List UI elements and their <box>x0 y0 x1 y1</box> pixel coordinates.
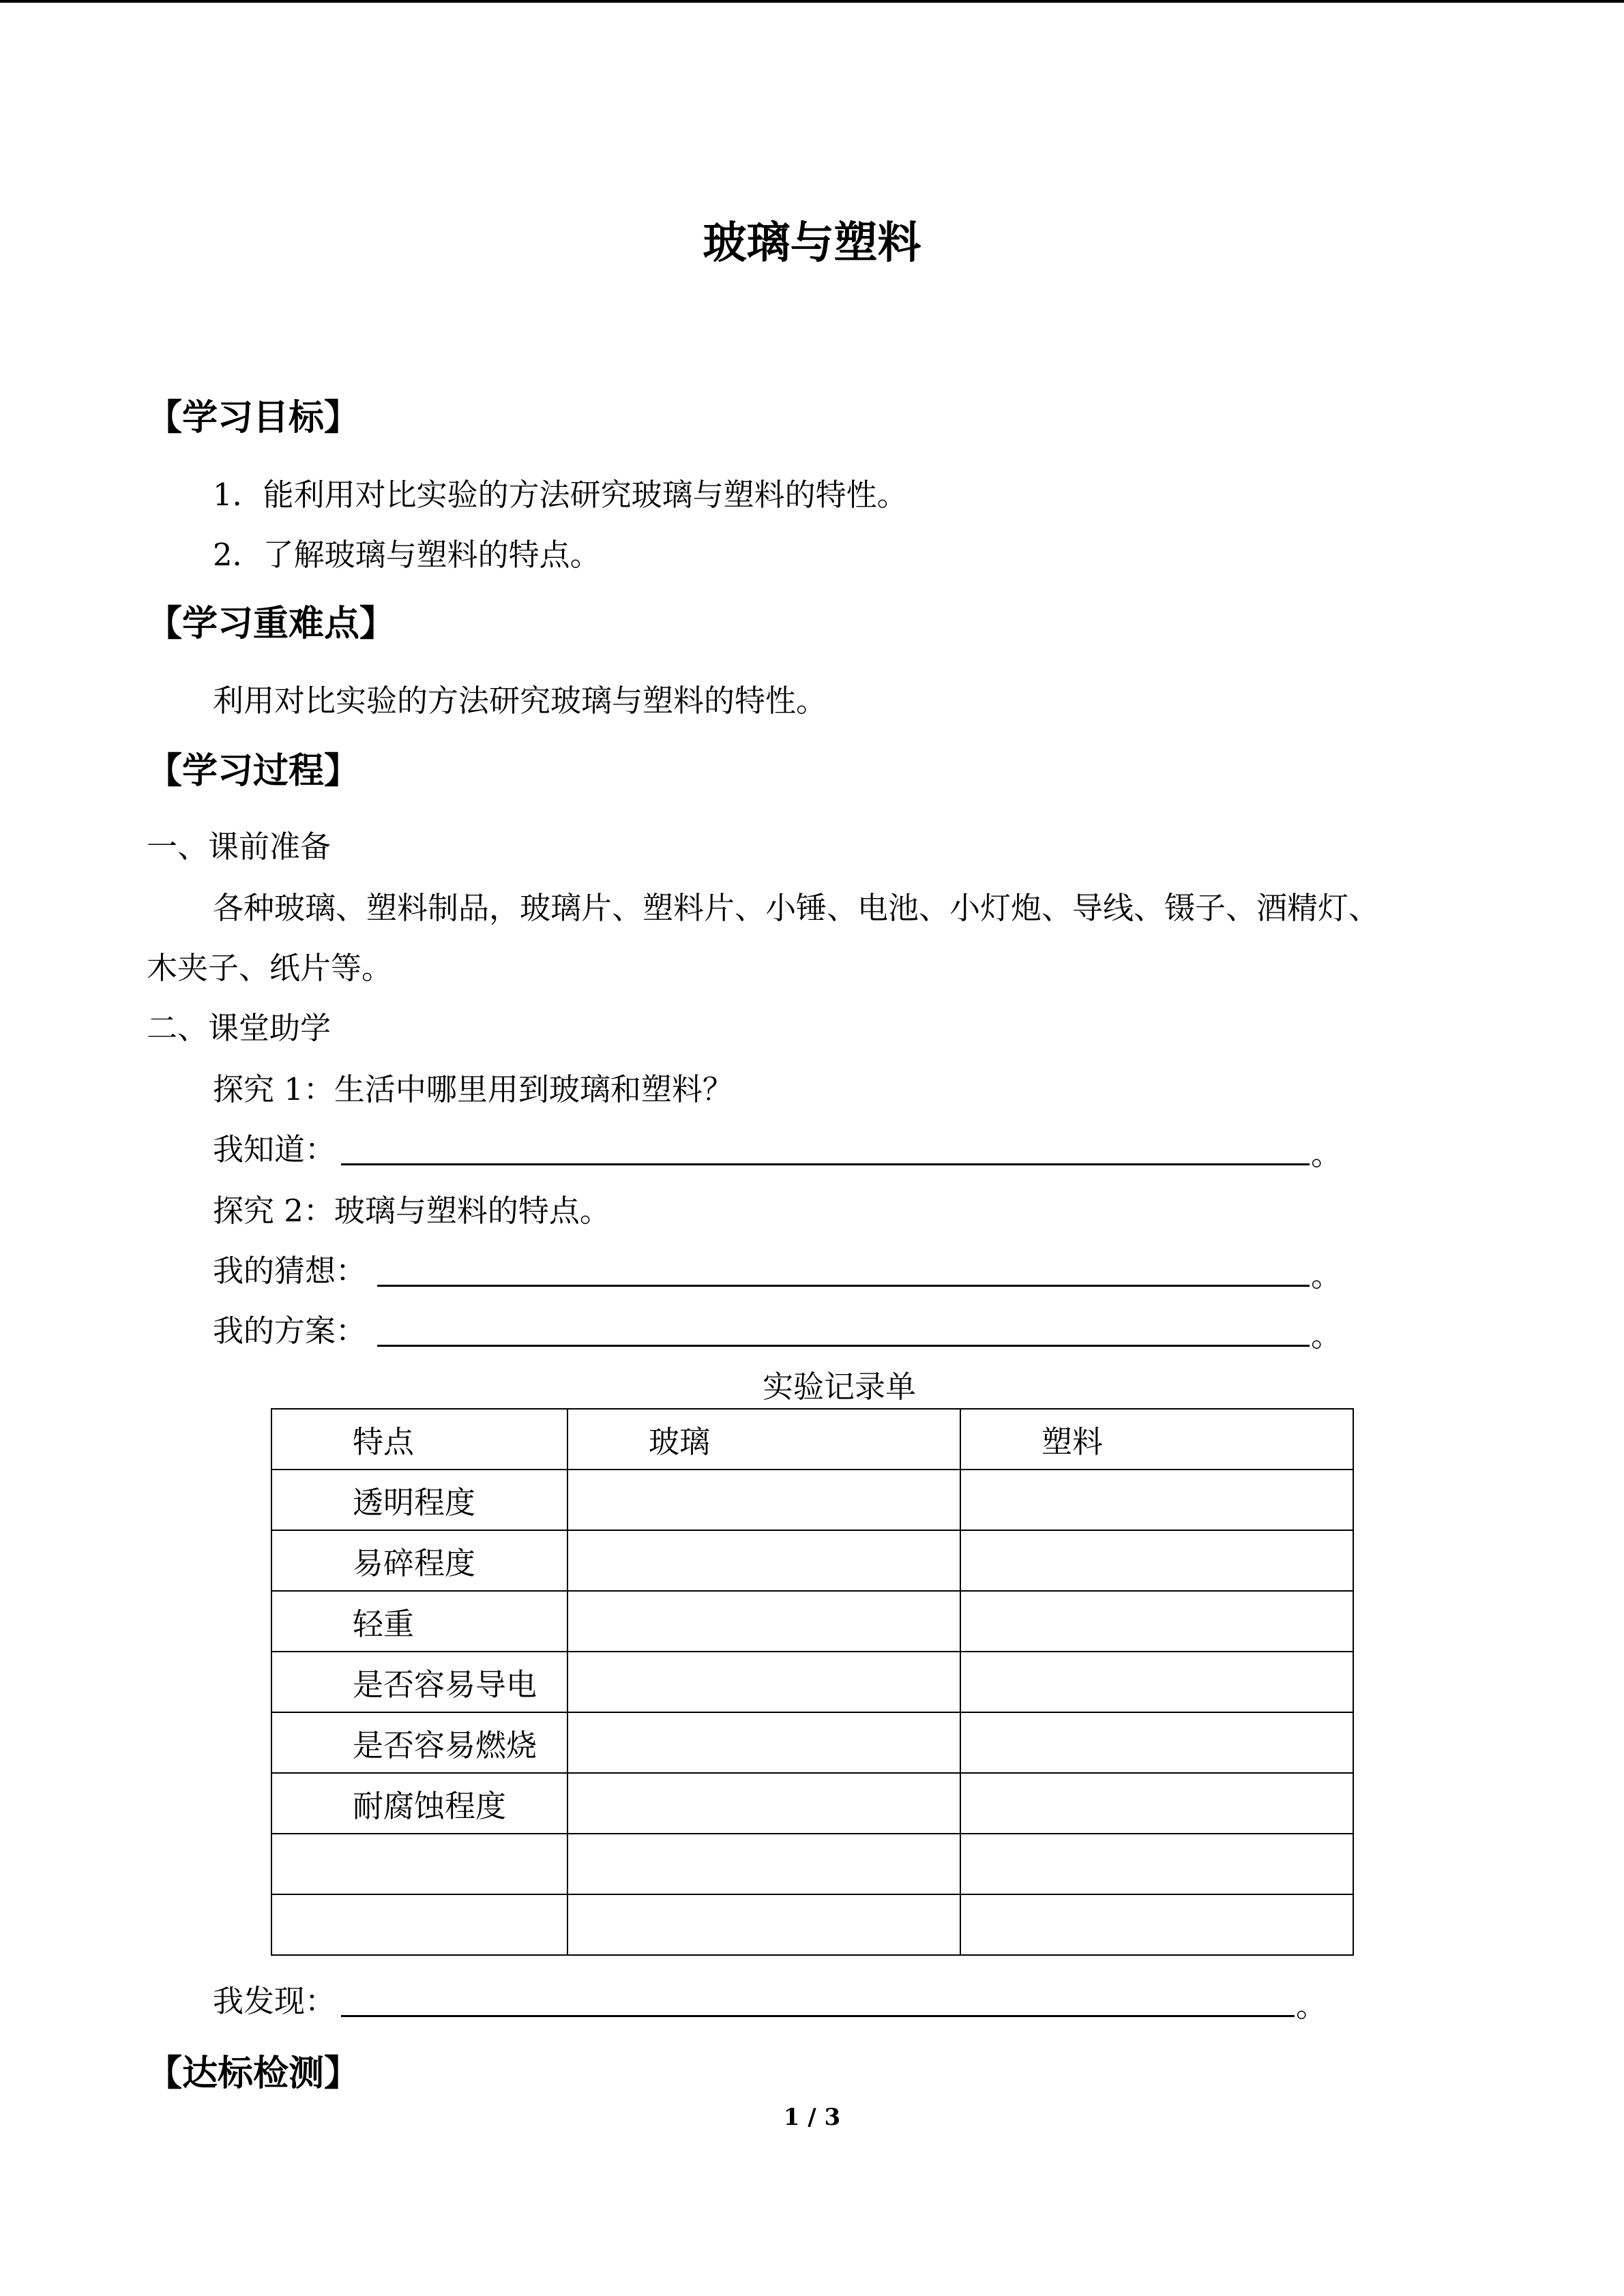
row-glass-cell[interactable] <box>567 1773 960 1834</box>
page-title: 玻璃与塑料 <box>703 218 921 269</box>
row-plastic-cell[interactable] <box>960 1530 1353 1591</box>
materials-text-line2: 木夹子、纸片等。 <box>147 950 393 986</box>
table-row <box>271 1530 1353 1591</box>
page-top-border <box>0 0 1624 3</box>
process-heading: 【学习过程】 <box>147 751 360 792</box>
table-row <box>271 1894 1353 1955</box>
row-glass-cell[interactable] <box>567 1652 960 1712</box>
i-found-label: 我发现： <box>213 1983 336 2019</box>
row-feature: 耐腐蚀程度 <box>271 1773 567 1834</box>
row-feature: 是否容易导电 <box>271 1652 567 1712</box>
row-feature: 易碎程度 <box>271 1530 567 1591</box>
objectives-heading: 【学习目标】 <box>147 398 360 438</box>
row-plastic-cell[interactable] <box>960 1894 1353 1955</box>
header-glass: 玻璃 <box>567 1409 960 1470</box>
my-guess-label: 我的猜想： <box>213 1253 367 1289</box>
header-feature: 特点 <box>271 1409 567 1470</box>
objective-item-1: 1．能利用对比实验的方法研究玻璃与塑料的特性。 <box>213 477 908 513</box>
row-glass-cell[interactable] <box>567 1894 960 1955</box>
key-points-text: 利用对比实验的方法研究玻璃与塑料的特性。 <box>213 683 827 719</box>
assessment-heading: 【达标检测】 <box>147 2053 360 2094</box>
row-plastic-cell[interactable] <box>960 1712 1353 1773</box>
materials-text-line1: 各种玻璃、塑料制品，玻璃片、塑料片、小锤、电池、小灯炮、导线、镊子、酒精灯、 <box>213 890 1380 926</box>
row-plastic-cell[interactable] <box>960 1591 1353 1652</box>
i-found-period: 。 <box>1296 1988 1327 2024</box>
table-row <box>271 1470 1353 1530</box>
table-row <box>271 1834 1353 1894</box>
my-plan-blank[interactable] <box>377 1345 1310 1347</box>
i-know-blank[interactable] <box>341 1163 1310 1165</box>
row-feature[interactable] <box>271 1894 567 1955</box>
header-plastic: 塑料 <box>960 1409 1353 1470</box>
inquiry-1-text: 探究 1：生活中哪里用到玻璃和塑料？ <box>213 1071 733 1107</box>
i-found-blank[interactable] <box>341 2015 1295 2017</box>
experiment-record-table <box>271 1408 1354 1956</box>
row-plastic-cell[interactable] <box>960 1773 1353 1834</box>
row-glass-cell[interactable] <box>567 1470 960 1530</box>
row-plastic-cell[interactable] <box>960 1834 1353 1894</box>
part2-title: 二、课堂助学 <box>147 1010 331 1046</box>
row-glass-cell[interactable] <box>567 1834 960 1894</box>
table-row <box>271 1773 1353 1834</box>
row-feature: 轻重 <box>271 1591 567 1652</box>
table-row <box>271 1591 1353 1652</box>
inquiry-2-text: 探究 2：玻璃与塑料的特点。 <box>213 1193 610 1229</box>
row-plastic-cell[interactable] <box>960 1652 1353 1712</box>
row-feature[interactable] <box>271 1834 567 1894</box>
objective-item-2: 2．了解玻璃与塑料的特点。 <box>213 537 601 573</box>
my-plan-period: 。 <box>1311 1317 1342 1354</box>
page-number: 1 / 3 <box>783 2104 841 2131</box>
table-row <box>271 1652 1353 1712</box>
row-feature: 透明程度 <box>271 1470 567 1530</box>
row-glass-cell[interactable] <box>567 1530 960 1591</box>
row-plastic-cell[interactable] <box>960 1470 1353 1530</box>
row-glass-cell[interactable] <box>567 1712 960 1773</box>
key-points-heading: 【学习重难点】 <box>147 603 396 644</box>
i-know-label: 我知道： <box>213 1131 336 1167</box>
table-caption: 实验记录单 <box>763 1369 917 1405</box>
table-row <box>271 1712 1353 1773</box>
my-guess-period: 。 <box>1311 1257 1342 1294</box>
row-feature: 是否容易燃烧 <box>271 1712 567 1773</box>
part1-title: 一、课前准备 <box>147 829 331 865</box>
table-header-row <box>271 1409 1353 1470</box>
my-guess-blank[interactable] <box>377 1285 1310 1287</box>
my-plan-label: 我的方案： <box>213 1313 367 1349</box>
row-glass-cell[interactable] <box>567 1591 960 1652</box>
i-know-period: 。 <box>1311 1136 1342 1172</box>
